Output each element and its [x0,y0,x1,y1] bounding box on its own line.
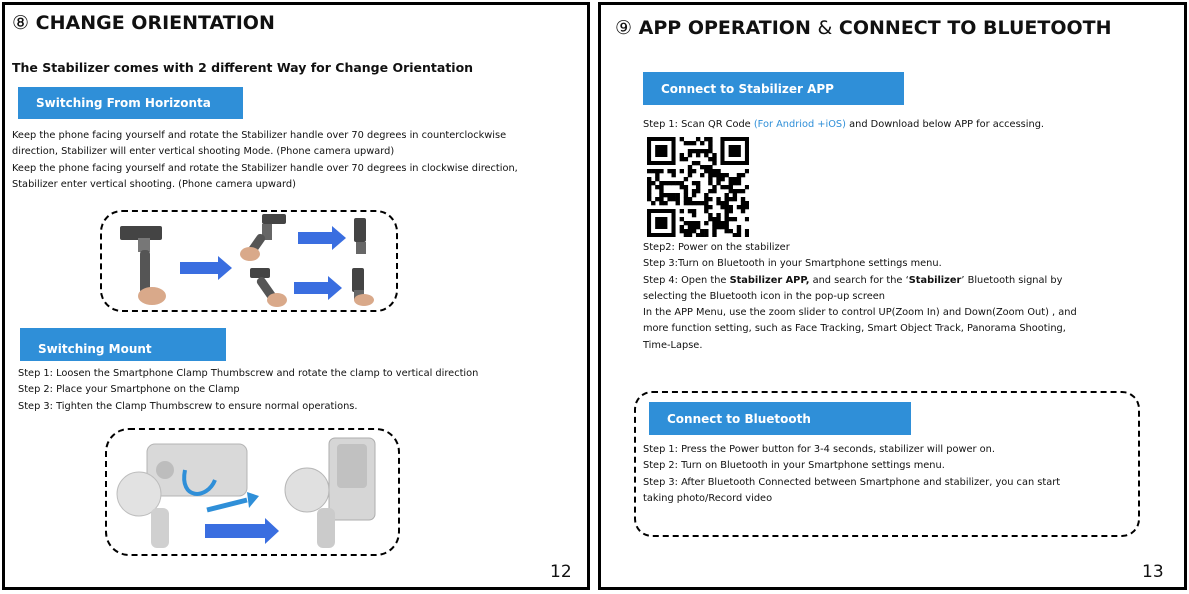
app-steps [643,240,1077,354]
arrow-right-icon [205,492,279,544]
mount-illustration-frame [105,428,400,556]
step-line: Step 3: After Bluetooth Connected between Smartphone and stabilizer, you can start [643,476,1061,488]
right-page-title [615,17,1112,39]
mount-illustration [107,430,398,554]
arrow-right-icon [294,276,342,300]
paragraph-line: direction, Stabilizer will enter vertical shooting Mode. (Phone camera upward) [12,146,395,158]
title-text-b: CONNECT TO BLUETOOTH [838,17,1112,39]
step-line: Step 2: Place your Smartphone on the Clamp [18,384,240,396]
gimbal-rotated-left-image [240,214,286,262]
step-text: and search for the [812,274,903,286]
step-line: more function setting, such as Face Tracking, Smart Object Track, Panorama Shooting, [643,323,1066,335]
platform-note: (For Andriod +iOS) [753,119,846,130]
switching-horizontal-text [12,128,582,193]
quote-mark: ’ [961,274,965,286]
bluetooth-name: Stabilizer [908,274,962,286]
step-line: Step 2: Turn on Bluetooth in your Smartphone settings menu. [643,460,945,472]
step-line: In the APP Menu, use the zoom slider to control UP(Zoom In) and Down(Zoom Out) , and [643,307,1077,319]
title-ampersand: & [817,17,833,39]
step-line: Step 3: Tighten the Clamp Thumbscrew to ensure normal operations. [18,400,358,412]
step-text: Step 1: Scan QR Code [643,119,751,130]
gimbal-vertical-image [352,268,374,306]
left-subtitle: The Stabilizer comes with 2 different Way for Change Orientation [12,60,474,75]
switching-mount-steps [18,366,478,415]
arrow-right-icon [298,226,346,250]
step-line: Step2: Power on the stabilizer [643,242,790,253]
connect-bluetooth-label: Connect to Bluetooth [649,402,911,435]
left-page [2,2,590,590]
step-line: Step 1: Press the Power button for 3-4 seconds, stabilizer will power on. [643,444,995,455]
paragraph-line: Stabilizer enter vertical shooting. (Phone camera upward) [12,178,296,190]
step-line: selecting the Bluetooth icon in the pop-up screen [643,290,885,302]
step-line [643,273,1077,289]
section-number: ⑨ [615,17,633,39]
orientation-illustration [102,212,396,310]
connect-app-label: Connect to Stabilizer APP [643,72,904,105]
left-page-title [12,12,275,34]
page-number: 12 [550,562,572,582]
step-text: Bluetooth signal by [967,274,1063,286]
app-name: Stabilizer APP, [729,274,810,286]
section-number: ⑧ [12,12,30,34]
gimbal-rotated-right-image [250,268,287,307]
paragraph-line: Keep the phone facing yourself and rotate the Stabilizer handle over 70 degrees in clockwise direction, [12,162,518,174]
quote-mark: ‘ [905,274,909,286]
arrow-right-icon [180,256,232,280]
title-text-a: APP OPERATION [638,17,811,39]
step-line: taking photo/Record video [643,492,773,504]
app-step1 [643,117,1044,133]
title-text: CHANGE ORIENTATION [35,12,275,34]
gimbal-clamp-vertical-image [285,438,375,548]
gimbal-horizontal-image [120,226,166,305]
qr-code-image[interactable] [647,137,749,237]
step-line: Step 3:Turn on Bluetooth in your Smartphone settings menu. [643,258,942,270]
step-text: and Download below APP for accessing. [849,119,1045,130]
qr-code-icon [647,137,749,237]
step-text: Step 4: Open the [643,274,727,286]
step-line: Time-Lapse. [643,339,703,351]
right-page [598,2,1187,590]
orientation-illustration-frame [100,210,398,312]
gimbal-vertical-image [354,218,366,254]
paragraph-line: Keep the phone facing yourself and rotate the Stabilizer handle over 70 degrees in counterclockwise [12,130,507,141]
bluetooth-steps [643,442,1060,507]
step-line: Step 1: Loosen the Smartphone Clamp Thumbscrew and rotate the clamp to vertical direction [18,368,479,379]
switching-horizontal-label: Switching From Horizonta [18,87,243,119]
page-number: 13 [1142,562,1164,582]
switching-mount-label: Switching Mount [20,328,226,361]
